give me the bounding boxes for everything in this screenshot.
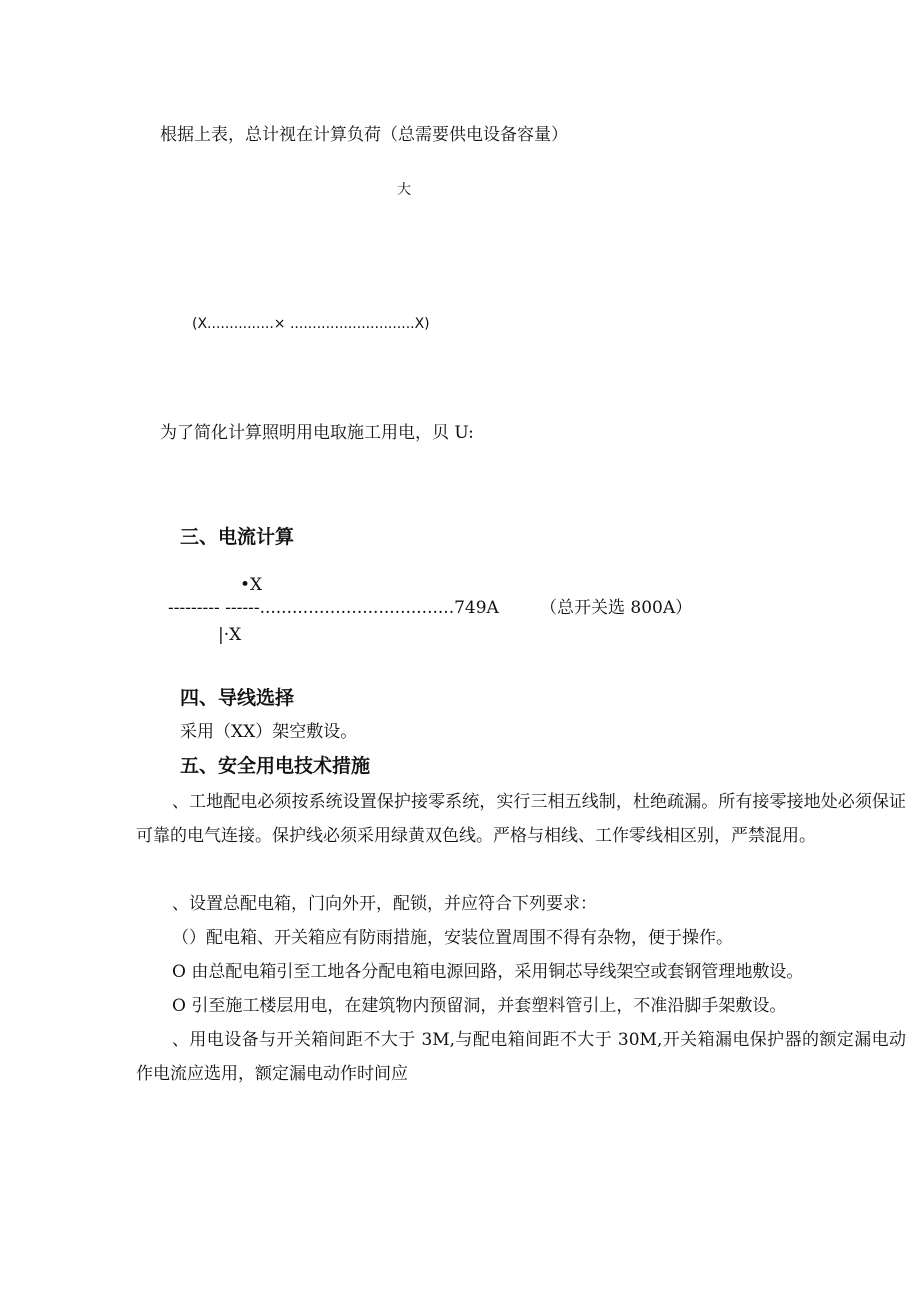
paragraph-grounding: 、工地配电必须按系统设置保护接零系统，实行三相五线制，杜绝疏漏。所有接零接地处必须保证可靠的电气连接。保护线必须采用绿黄双色线。严格与相线、工作零线相区别，严禁混用。 bbox=[136, 792, 906, 846]
simplify-text: 为了简化计算照明用电取施工用电，贝 U: bbox=[160, 423, 474, 443]
intro-text: 根据上表，总计视在计算负荷（总需要供电设备容量） bbox=[160, 125, 568, 145]
paragraph-main-box: 、设置总配电箱，门向外开，配锁，并应符合下列要求： bbox=[172, 894, 597, 914]
paragraph-floor-supply: O 引至施工楼层用电，在建筑物内预留洞，并套塑料管引上，不准沿脚手架敷设。 bbox=[172, 996, 787, 1016]
calc-result-line: --------- ------....................................749A bbox=[168, 598, 499, 618]
calc-numerator: •X bbox=[240, 575, 263, 595]
calc-denominator: |·X bbox=[218, 625, 242, 645]
paragraph-circuit: O 由总配电箱引至工地各分配电箱电源回路，采用铜芯导线架空或套钢管理地敷设。 bbox=[172, 962, 804, 982]
paragraph-distance: 、用电设备与开关箱间距不大于 3M,与配电箱间距不大于 30M,开关箱漏电保护器的额定漏电动作电流应选用，额定漏电动作时间应 bbox=[136, 1030, 906, 1084]
paragraph-rainproof: （）配电箱、开关箱应有防雨措施，安装位置周围不得有杂物，便于操作。 bbox=[172, 928, 733, 948]
symbol-mark: 大 bbox=[397, 182, 411, 198]
section-3-title: 三、电流计算 bbox=[180, 526, 295, 548]
section-4-title: 四、导线选择 bbox=[180, 687, 295, 709]
section-4-body: 采用（XX）架空敷设。 bbox=[180, 722, 358, 742]
calc-note: （总开关选 800A） bbox=[540, 598, 693, 618]
formula-line: (X...............× ............................X) bbox=[192, 316, 430, 332]
section-5-title: 五、安全用电技术措施 bbox=[180, 755, 371, 777]
